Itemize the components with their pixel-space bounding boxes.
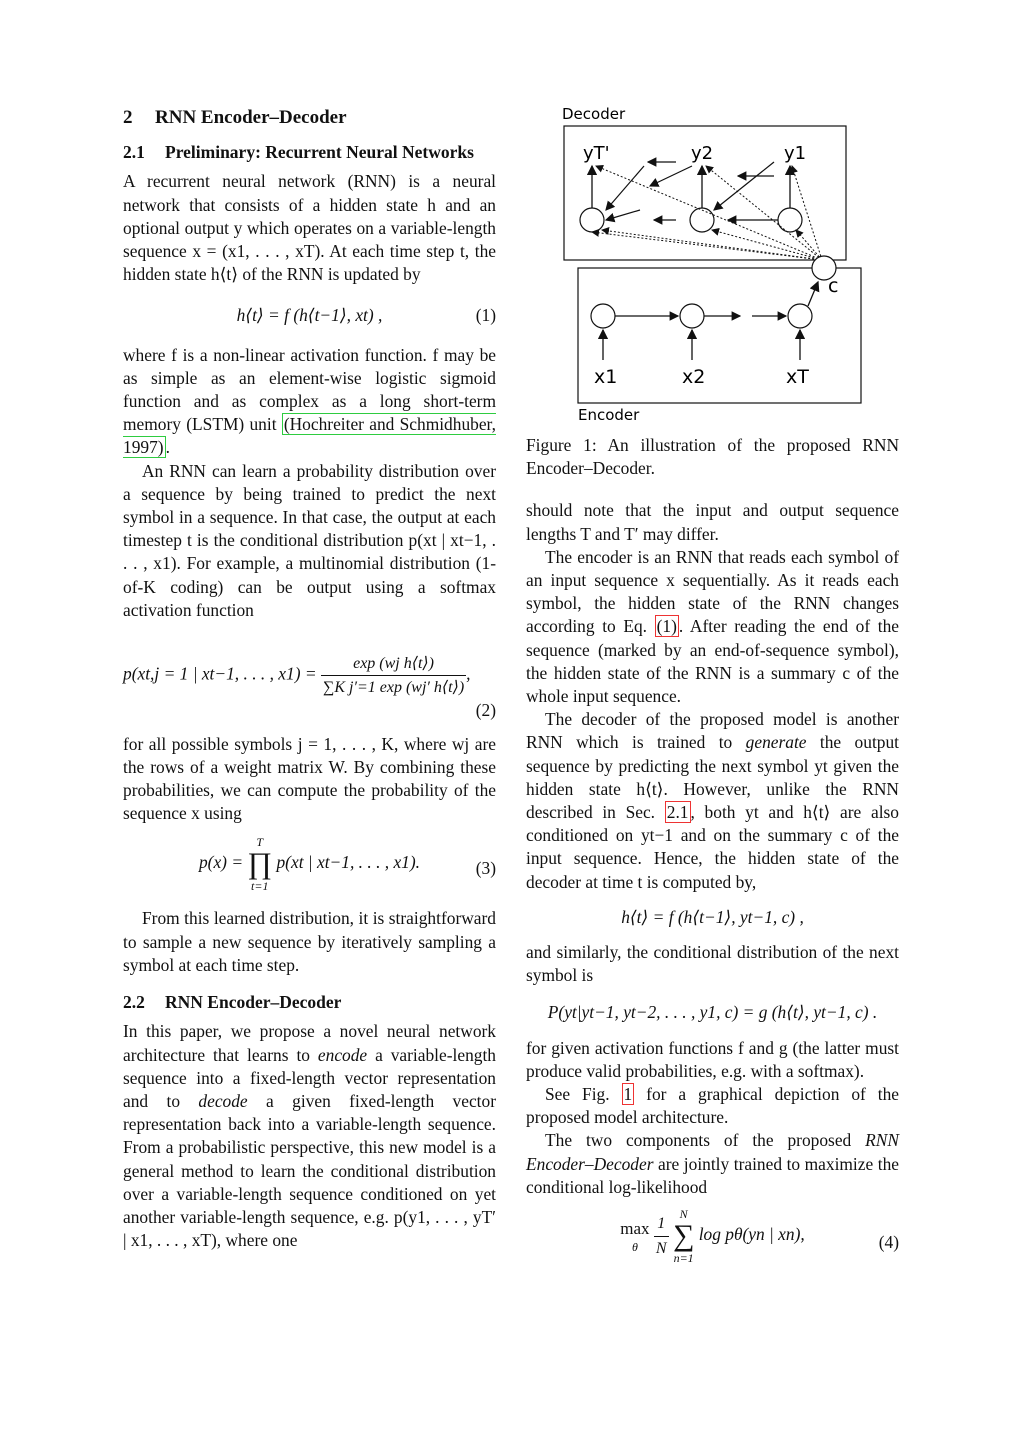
paragraph-similarly: and similarly, the conditional distribution of the next symbol is	[526, 942, 899, 986]
max-operator: max θ	[620, 1219, 650, 1255]
equation-2: p(xt,j = 1 | xt−1, . . . , x1) = $\frac{\text{exp (wj h⟨t⟩)}}{\text{∑K j′=1 exp (wj′ h⟨t⟩)}}$ , (2)	[123, 652, 496, 723]
figure-caption: Figure 1: An illustration of the proposed RNN Encoder–Decoder.	[526, 435, 899, 479]
paragraph-sampling: From this learned distribution, it is straightforward to sample a new sequence by iteratively sampling a symbol at each time step.	[123, 908, 496, 975]
context-label: c	[828, 275, 839, 297]
softmax-fraction: $\frac{\text{exp (wj h⟨t⟩)}}{\text{∑K j′=1 exp (wj′ h⟨t⟩)}}$	[321, 652, 466, 699]
section-heading: 2 RNN Encoder–Decoder	[123, 107, 347, 128]
x-label-T: xT	[786, 366, 809, 388]
equation-1: h⟨t⟩ = f (h⟨t−1⟩, xt) , (1)	[236, 305, 496, 326]
equation-3: p(x) = T ∏ t=1 p(xt | xt−1, . . . , x1). (3)	[198, 835, 496, 894]
figure-ref-link[interactable]: 1	[623, 1084, 633, 1105]
x-label-2: x2	[682, 366, 706, 388]
paragraph-symbols: for all possible symbols j = 1, . . . , K, where wj are the rows of a weight matrix W. By combining these probabilities, we can compute the probability of the sequence x using	[123, 733, 496, 824]
paragraph-probability: An RNN can learn a probability distribution over a sequence by being trained to predict the next symbol in a sequence. In that case, the output at each timestep t is the conditional distribution p(xt | xt−1, . . . , x1). For example, a multinomial distribution (1-of-K coding) can be output using a softmax activation function	[123, 460, 496, 620]
equation-conditional: P(yt|yt−1, yt−2, . . . , y1, c) = g (h⟨t⟩, yt−1, c) .	[547, 1002, 878, 1023]
x-label-1: x1	[594, 366, 618, 388]
encoder-label: Encoder	[578, 406, 640, 424]
y-label-2: y2	[691, 143, 714, 164]
paragraph-decoder: The decoder of the proposed model is another RNN which is trained to generate the output sequence by predicting the next symbol yt given the hidden state h⟨t⟩. However, unlike the RNN described in Sec. 2.1 , both yt and h⟨t⟩ are also conditioned on yt−1 and on the summary c of the input sequence. Hence, the hidden state of the decoder at time t is computed by,	[526, 709, 899, 892]
paragraph-activation-functions: for given activation functions f and g (the latter must produce valid probabilities, e.g. with a softmax).	[526, 1037, 899, 1081]
equation-4: max θ $\frac{1}{N}$ N ∑ n=1 log pθ(yn | xn), (4)	[620, 1207, 899, 1266]
equation-2-number: (2)	[475, 700, 496, 721]
paragraph-activation: where f is a non-linear activation function. f may be as simple as an element-wise logistic sigmoid function and as complex as a long short-term memory (LSTM) unit (Hochreiter and Schmidhuber, 1997) .	[123, 344, 497, 458]
citation-link[interactable]: (Hochreiter and Schmidhuber, 1997)	[123, 414, 497, 458]
right-column	[526, 104, 899, 1265]
equation-decoder-state: h⟨t⟩ = f (h⟨t−1⟩, yt−1, c) ,	[621, 906, 804, 927]
decoder-label: Decoder	[562, 105, 626, 123]
paragraph-see-figure: See Fig. 1 for a graphical depiction of the proposed model architecture.	[526, 1084, 899, 1128]
y-label-T: yT'	[583, 143, 610, 164]
paragraph-rnn-intro: A recurrent neural network (RNN) is a neural network that consists of a hidden state h and an optional output y which operates on a variable-length sequence x = (x1, . . . , xT). At each time step t, the hidden state h⟨t⟩ of the RNN is updated by	[123, 171, 496, 285]
left-column	[123, 104, 496, 1252]
product-operator: T ∏ t=1	[247, 835, 273, 894]
y-label-1: y1	[784, 143, 807, 164]
subsection-heading-preliminary: 2.1 Preliminary: Recurrent Neural Networks	[123, 142, 474, 163]
paragraph-encoder: The encoder is an RNN that reads each symbol of an input sequence x sequentially. As it reads each symbol, the hidden state of the RNN changes according to Eq. (1) . After reading the end of the sequence (marked by an end-of-sequence symbol), the hidden state of the RNN is a summary c of the whole input sequence.	[526, 546, 899, 707]
section-ref-link[interactable]: 2.1	[666, 802, 689, 823]
paragraph-training: The two components of the proposed RNN Encoder–Decoder are jointly trained to maximize the conditional log-likelihood	[526, 1130, 899, 1197]
equation-ref-link[interactable]: (1)	[656, 616, 677, 637]
paragraph-proposal: In this paper, we propose a novel neural network architecture that learns to encode a variable-length sequence into a fixed-length vector representation and to decode a given fixed-length vector representation back into a variable-length sequence. From a probabilistic perspective, this new model is a general method to learn the conditional distribution over a variable-length sequence conditioned on yet another variable-length sequence, e.g. p(y1, . . . , yT′ | x1, . . . , xT), where one	[123, 1021, 496, 1251]
sum-operator: N ∑ n=1	[672, 1207, 695, 1266]
normalizer-fraction: $\frac{1}{N}$	[654, 1212, 669, 1259]
subsection-heading-encoder-decoder: 2.2 RNN Encoder–Decoder	[123, 992, 342, 1013]
paragraph-lengths: should note that the input and output sequence lengths T and T′ may differ.	[526, 500, 899, 544]
